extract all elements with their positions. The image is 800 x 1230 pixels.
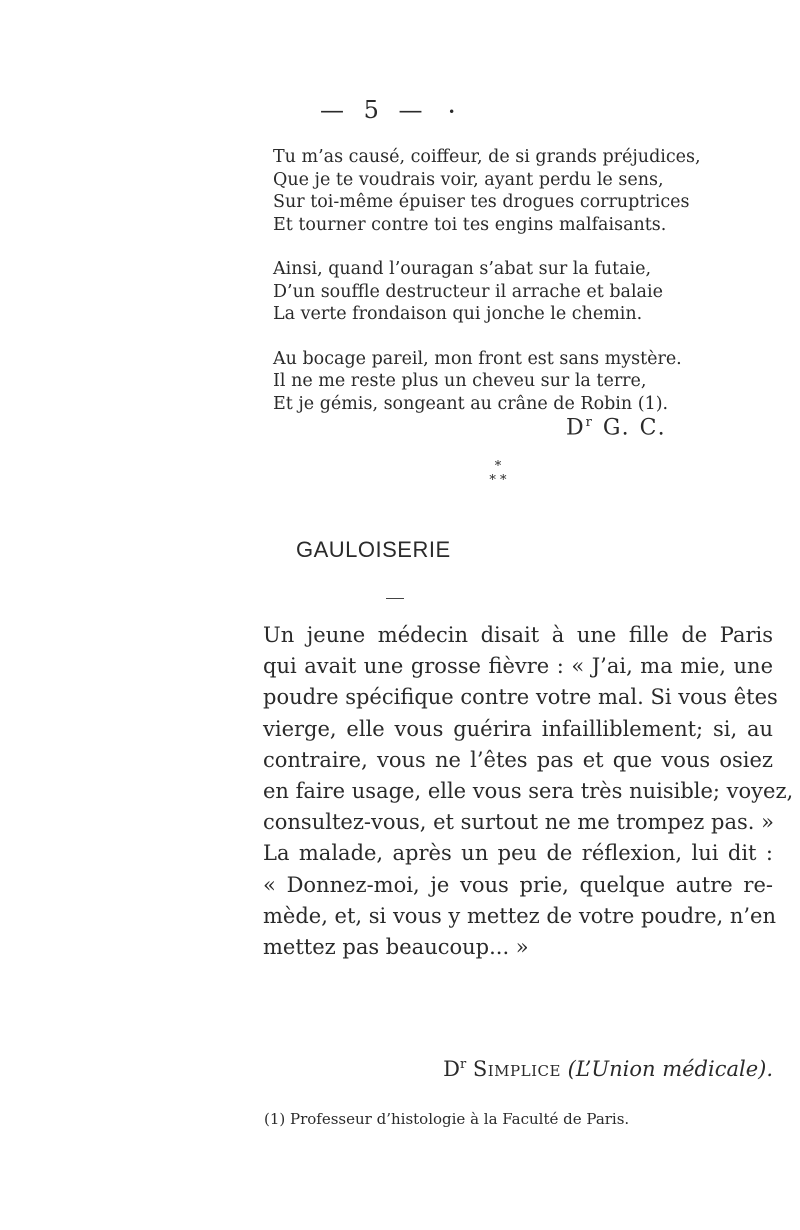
signature-title-sup: r	[585, 415, 594, 430]
paragraph-line: vierge, elle vous guérira infailliblement; si, au	[263, 716, 773, 741]
asterism	[478, 460, 518, 488]
attribution-source: (L’Union médicale).	[567, 1057, 773, 1081]
page-number-text: — 5 —	[320, 96, 429, 124]
section-heading: GAULOISERIE	[296, 537, 451, 562]
asterism-bottom: * *	[489, 473, 507, 488]
poem-line: Ainsi, quand l’ouragan s’abat sur la futaie,	[273, 259, 652, 279]
page-number	[320, 96, 461, 124]
poem	[273, 146, 793, 437]
heading-rule	[386, 598, 404, 599]
paragraph-line: en faire usage, elle vous sera très nuisible; voyez,	[263, 778, 794, 803]
signature-name: G. C.	[602, 415, 667, 441]
paragraph-line: mettez pas beaucoup... »	[263, 934, 529, 959]
paragraph-line: poudre spécifique contre votre mal. Si vous êtes	[263, 685, 778, 710]
poem-line: Et tourner contre toi tes engins malfaisants.	[273, 214, 667, 235]
attribution-title: D	[443, 1057, 460, 1081]
signature-title: D	[566, 415, 586, 441]
paragraph-line: contraire, vous ne l’êtes pas et que vous osiez	[263, 747, 773, 772]
poem-line: Au bocage pareil, mon front est sans mystère.	[273, 348, 682, 369]
poem-line: D’un souffle destructeur il arrache et balaie	[273, 281, 663, 302]
paragraph-line: qui avait une grosse fièvre : « J’ai, ma mie, une	[263, 654, 773, 679]
anecdote-paragraph	[263, 620, 794, 963]
asterism-top: *	[494, 459, 502, 474]
poem-line: Tu m’as causé, coiffeur, de si grands préjudices,	[273, 147, 701, 167]
paragraph-line: Un jeune médecin disait à une fille de Paris	[263, 623, 773, 647]
paragraph-line: « Donnez-moi, je vous prie, quelque autre re-	[263, 872, 773, 897]
attribution	[443, 1057, 773, 1081]
poem-line: Sur toi-même épuiser tes drogues corruptrices	[273, 192, 690, 212]
poem-stanza-1	[273, 146, 793, 236]
attribution-name: Simplice	[472, 1057, 561, 1081]
poem-line: Il ne me reste plus un cheveu sur la terre,	[273, 371, 647, 391]
paragraph-line: mède, et, si vous y mettez de votre poudre, n’en	[263, 903, 777, 928]
paragraph-line: consultez-vous, et surtout ne me trompez pas. »	[263, 810, 774, 835]
poem-stanza-2	[273, 258, 793, 326]
poem-line: Et je gémis, songeant au crâne de Robin (1).	[273, 393, 669, 414]
page-mark: •	[448, 104, 462, 119]
footnote: (1) Professeur d’histologie à la Faculté de Paris.	[264, 1110, 630, 1128]
paragraph-line: La malade, après un peu de réflexion, lui dit :	[263, 841, 773, 866]
poem-line: La verte frondaison qui jonche le chemin.	[273, 304, 643, 324]
poem-signature	[566, 415, 667, 440]
attribution-title-sup: r	[459, 1057, 467, 1072]
poem-stanza-3	[273, 348, 793, 416]
poem-line: Que je te voudrais voir, ayant perdu le sens,	[273, 169, 664, 190]
